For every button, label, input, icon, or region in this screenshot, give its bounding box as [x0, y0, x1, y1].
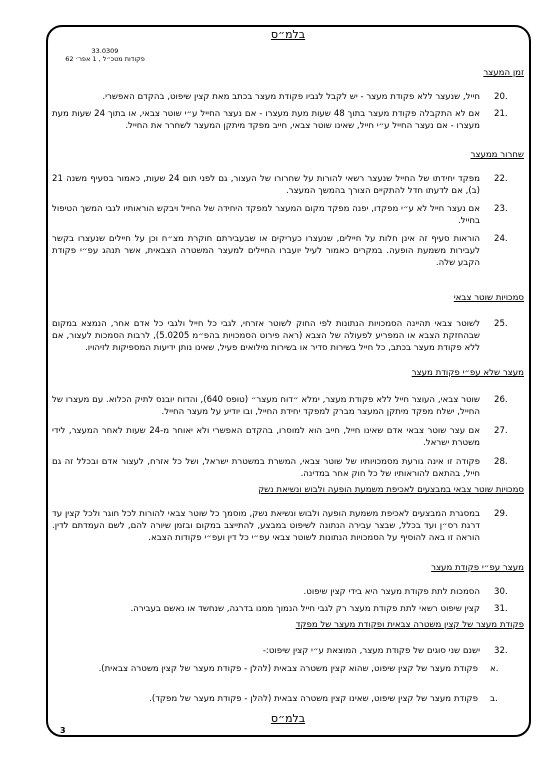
paragraph-number: 26. — [494, 395, 508, 405]
paragraph-text: חייל, שנעצר ללא פקודת מעצר - יש לקבל לגביו פקודת מעצר בכתב מאת קצין שיפוט, בהקדם האפשרי. — [102, 92, 480, 102]
paragraph-text: הוראות סעיף זה אינן חלות על חיילים, שנעצרו כעריקים או שבעבירתם חוקרת מצ״ח וכן על חיילים שנעצרו בקשר לעבירות משמעת הופעה. במקרים כאמור לעיל יועברו החיילים למעצר המשטרה הצבאית, אשר תנהג עפ״י פקודת הקבע שלה. — [52, 234, 480, 268]
section-heading-mp-powers: סמכויות שוטר צבאי — [453, 293, 524, 303]
section-heading-arrest-duration: זמן המעצר — [483, 68, 524, 78]
paragraph-number: 24. — [494, 234, 508, 244]
sub-paragraph-letter: ב. — [490, 694, 498, 704]
paragraph-text: לשוטר צבאי תהיינה הסמכויות הנתונות לפי החוק לשוטר אזרחי, לגבי כל חייל ולגבי כל אדם אחר, הנמצא במקום שבהחזקת הצבא או המפריע לפעולה של הצבא (ראה פירוט הסמכויות בהפ״מ 5.0205), לרבות הסמכות לעצור, אם ללא פקודת מעצר בכתב, כל חייל בשירות סדיר או בשירות מילואים פעיל, שאינו נותן ידיעות המספיקות לזיהויו. — [52, 319, 480, 353]
paragraph-number: 32. — [494, 646, 508, 656]
section-heading-operations: סמכויות שוטר צבאי במבצעים לאכיפת משמעת הופעה ולבוש ונשיאת נשק — [258, 485, 524, 495]
paragraph-number: 28. — [494, 457, 508, 467]
paragraph-text: אם עצר שוטר צבאי אדם שאינו חייל, חייב הוא למוסרו, בהקדם האפשרי ולא יאוחר מ-24 שעות לאחר המעצר, לידי משטרת ישראל. — [52, 426, 480, 448]
section-heading-arrest-by-order: מעצר עפ״י פקודת מעצר — [431, 563, 524, 573]
section-heading-release: שחרור ממעצר — [470, 150, 524, 160]
paragraph-number: 27. — [494, 426, 508, 436]
paragraph-number: 23. — [494, 204, 508, 214]
sub-paragraph-letter: א. — [490, 664, 499, 674]
document-title: פקודות מטכ״ל , 1 אפר׳ 62 — [65, 55, 145, 63]
paragraph-text: מפקד יחידתו של החייל שנעצר רשאי להורות על שחרורו של העצור, גם לפני תום 24 שעות, כאמור בסעיף משנה 21 (ב), אם לדעתו חדל להתקיים הצורך בהמשך המעצר. — [52, 174, 480, 196]
paragraph-text: אם לא התקבלה פקודת מעצר בתוך 48 שעות מעת מעצרו - אם נעצר החייל ע״י שוטר צבאי, או בתוך 24 שעות מעת מעצרו - אם נעצר החייל ע״י חייל, שאינו שוטר צבאי, חייב מפקד מיתקן המעצר לשחרר את החייל. — [52, 109, 480, 131]
paragraph-number: 31. — [494, 604, 508, 614]
paragraph-text: פקודת מעצר של קצין שיפוט, שהוא קצין משטרה צבאית (להלן - פקודת מעצר של קצין משטרה צבאית). — [98, 664, 478, 674]
paragraph-text: במסגרת המבצעים לאכיפת משמעת הופעה ולבוש ונשיאת נשק, מוסמך כל שוטר צבאי להורות לכל חוגר ולכל קצין עד דרגת רס״ן ועד בכלל, שבצר עבירה הנתונה לשיפוט במבצע, להתייצב במקום ובזמן שיורה להם, לשם העמדתם לדין. הוראה זו באה להוסיף על הסמכויות הנתונות לשוטר צבאי עפ״י כל דין ועפ״י פקודות הצבא. — [52, 509, 480, 543]
paragraph-number: 20. — [494, 92, 508, 102]
paragraph-text: הסמכות לתת פקודת מעצר היא בידי קצין שיפוט. — [303, 587, 480, 597]
paragraph-number: 30. — [494, 587, 508, 597]
paragraph-number: 29. — [494, 509, 508, 519]
paragraph-text: קצין שיפוט רשאי לתת פקודת מעצר רק לגבי חייל הנמוך ממנו בדרגה, שנחשד או נאשם בעבירה. — [130, 604, 480, 614]
classification-header: בלמ״ס — [270, 28, 306, 41]
paragraph-number: 25. — [494, 319, 508, 329]
page-number: 3 — [60, 726, 66, 735]
document-page — [52, 28, 524, 734]
paragraph-text: ישנם שני סוגים של פקודת מעצר, המוצאת ע״י קצין שיפוט:- — [262, 646, 480, 656]
section-heading-order-types: פקודת מעצר של קצין משטרה צבאית ופקודת מעצר של מפקד — [295, 620, 524, 630]
paragraph-text: אם נעצר חייל לא ע״י מפקדו, יפנה מפקד מקום המעצר למפקד היחידה של החייל ויבקש הוראותיו לגבי המשך הטיפול בחייל. — [52, 204, 480, 226]
paragraph-number: 21. — [494, 109, 508, 119]
paragraph-text: שוטר צבאי, העוצר חייל ללא פקודת מעצר, ימלא ״דוח מעצר״ (טופס 640), והדוח יובנס לתיק הכלוא. עם מעצרו של החייל, ישלח מפקד מיתקן המעצר מברק למפקד יחידת החייל, ובו יודיע על מעצר החייל. — [52, 395, 480, 417]
classification-footer: בלמ״ס — [270, 712, 306, 725]
section-heading-arrest-without-order: מעצר שלא עפ״י פקודת מעצר — [411, 368, 524, 378]
paragraph-number: 22. — [494, 174, 508, 184]
document-reference — [60, 47, 150, 63]
document-number: 33.0309 — [91, 47, 119, 55]
paragraph-text: פקודת מעצר של קצין שיפוט, שאינו קצין משטרה צבאית (להלן - פקודת מעצר של מפקד). — [149, 694, 478, 704]
paragraph-text: פקודה זו אינה גורעת מסמכויותיו של שוטר צבאי, המשרת במשטרת ישראל, ושל כל אזרח, לעצור אדם ובכלל זה גם חייל, בהתאם להוראותיו של כל חוק אחר במדינה. — [52, 457, 480, 479]
